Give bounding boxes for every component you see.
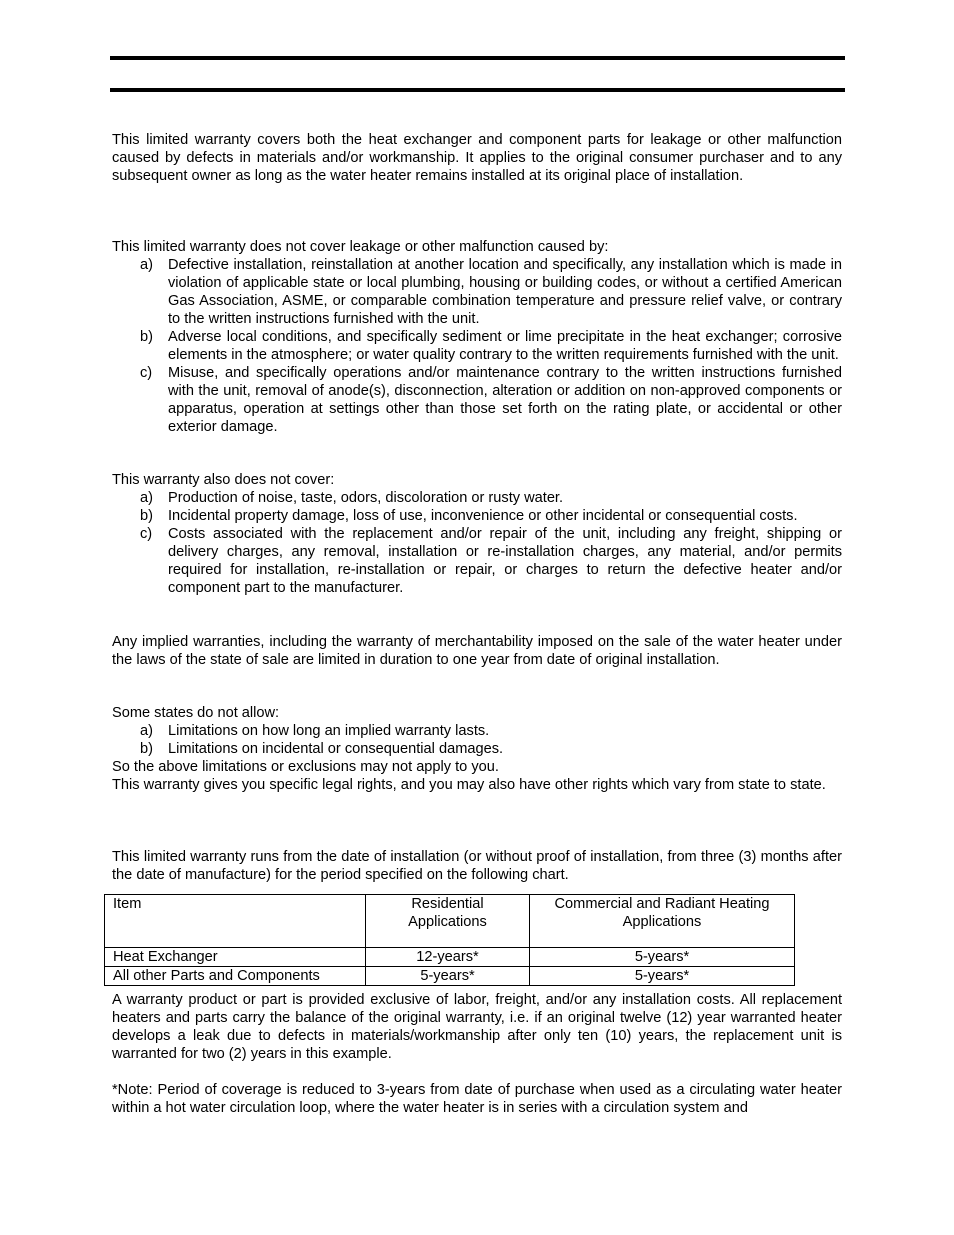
warranty-table — [104, 894, 795, 986]
states-line2: This warranty gives you specific legal rights, and you may also have other rights which vary from state to state. — [112, 777, 826, 793]
header-item: Item — [105, 895, 366, 948]
not-cover-intro: This warranty also does not cover: — [112, 472, 335, 488]
period-paragraph: This limited warranty runs from the date of installation (or without proof of installation, from three (3) months after the date of manufacture) for the period specified on the following chart. — [112, 849, 842, 883]
exclusions-section — [112, 238, 842, 436]
table-row — [105, 967, 795, 986]
implied-paragraph: Any implied warranties, including the warranty of merchantability imposed on the sale of the water heater under the laws of the state of sale are limited in duration to one year from date of original installation. — [112, 634, 842, 668]
cell: 5-years* — [530, 948, 795, 967]
cell: 5-years* — [530, 967, 795, 986]
list-item: b) Limitations on incidental or consequential damages. — [140, 741, 504, 757]
cell: 5-years* — [366, 967, 530, 986]
list-item: b) Adverse local conditions, and specifically sediment or lime precipitate in the heat exchanger; corrosive elements in the atmosphere; or water quality contrary to the written requirements furnished with the unit. — [140, 329, 842, 363]
list-item: a) Production of noise, taste, odors, discoloration or rusty water. — [140, 490, 564, 506]
list-item: b) Incidental property damage, loss of use, inconvenience or other incidental or consequential costs. — [140, 508, 798, 524]
list-item: c) Misuse, and specifically operations and/or maintenance contrary to the written instructions furnished with the unit, removal of anode(s), disconnection, alteration or addition on non-approved components or apparatus, operation at settings other than those set forth on the rating plate, or accidental or other exterior damage. — [140, 365, 842, 435]
exclusions-intro: This limited warranty does not cover leakage or other malfunction caused by: — [112, 239, 609, 255]
not-cover-section — [112, 471, 842, 597]
header-commercial: Commercial and Radiant Heating Applications — [530, 895, 795, 948]
coverage-paragraph: This limited warranty covers both the heat exchanger and component parts for leakage or other malfunction caused by defects in materials and/or workmanship. It applies to the original consumer purchaser and to any subsequent owner as long as the water heater remains installed at its original place of installation. — [112, 132, 842, 184]
note-paragraph: *Note: Period of coverage is reduced to 3-years from date of purchase when used as a circulating water heater within a hot water circulation loop, where the water heater is in series with a circulation system and — [112, 1082, 842, 1116]
second-rule — [110, 88, 845, 92]
top-rule — [110, 56, 845, 60]
states-intro: Some states do not allow: — [112, 705, 280, 721]
list-item: a) Defective installation, reinstallation at another location and specifically, any installation which is made in violation of applicable state or local plumbing, housing or building codes, or without a certified American Gas Association, ASME, or comparable combination temperature and pressure relief valve, or contrary to the written instructions furnished with the unit. — [140, 257, 842, 327]
cell: All other Parts and Components — [105, 967, 366, 986]
list-item: c) Costs associated with the replacement and/or repair of the unit, including any freight, shipping or delivery charges, any removal, installation or re-installation charges, any material, and/or permits required for installation, re-installation or repair, or charges to return the defective heater and/or component part to the manufacturer. — [140, 526, 842, 596]
states-section — [112, 704, 842, 794]
list-item: a) Limitations on how long an implied warranty lasts. — [140, 723, 490, 739]
cell: 12-years* — [366, 948, 530, 967]
table-header-row — [105, 895, 795, 948]
table-row — [105, 948, 795, 967]
replacement-paragraph: A warranty product or part is provided exclusive of labor, freight, and/or any installation costs. All replacement heaters and parts carry the balance of the original warranty, i.e. if an original twelve (12) year warranted heater develops a leak due to defects in materials/workmanship after only ten (10) years, the replacement unit is warranted for two (2) years in this example. — [112, 992, 842, 1062]
header-residential: Residential Applications — [366, 895, 530, 948]
cell: Heat Exchanger — [105, 948, 366, 967]
states-line1: So the above limitations or exclusions may not apply to you. — [112, 759, 499, 775]
